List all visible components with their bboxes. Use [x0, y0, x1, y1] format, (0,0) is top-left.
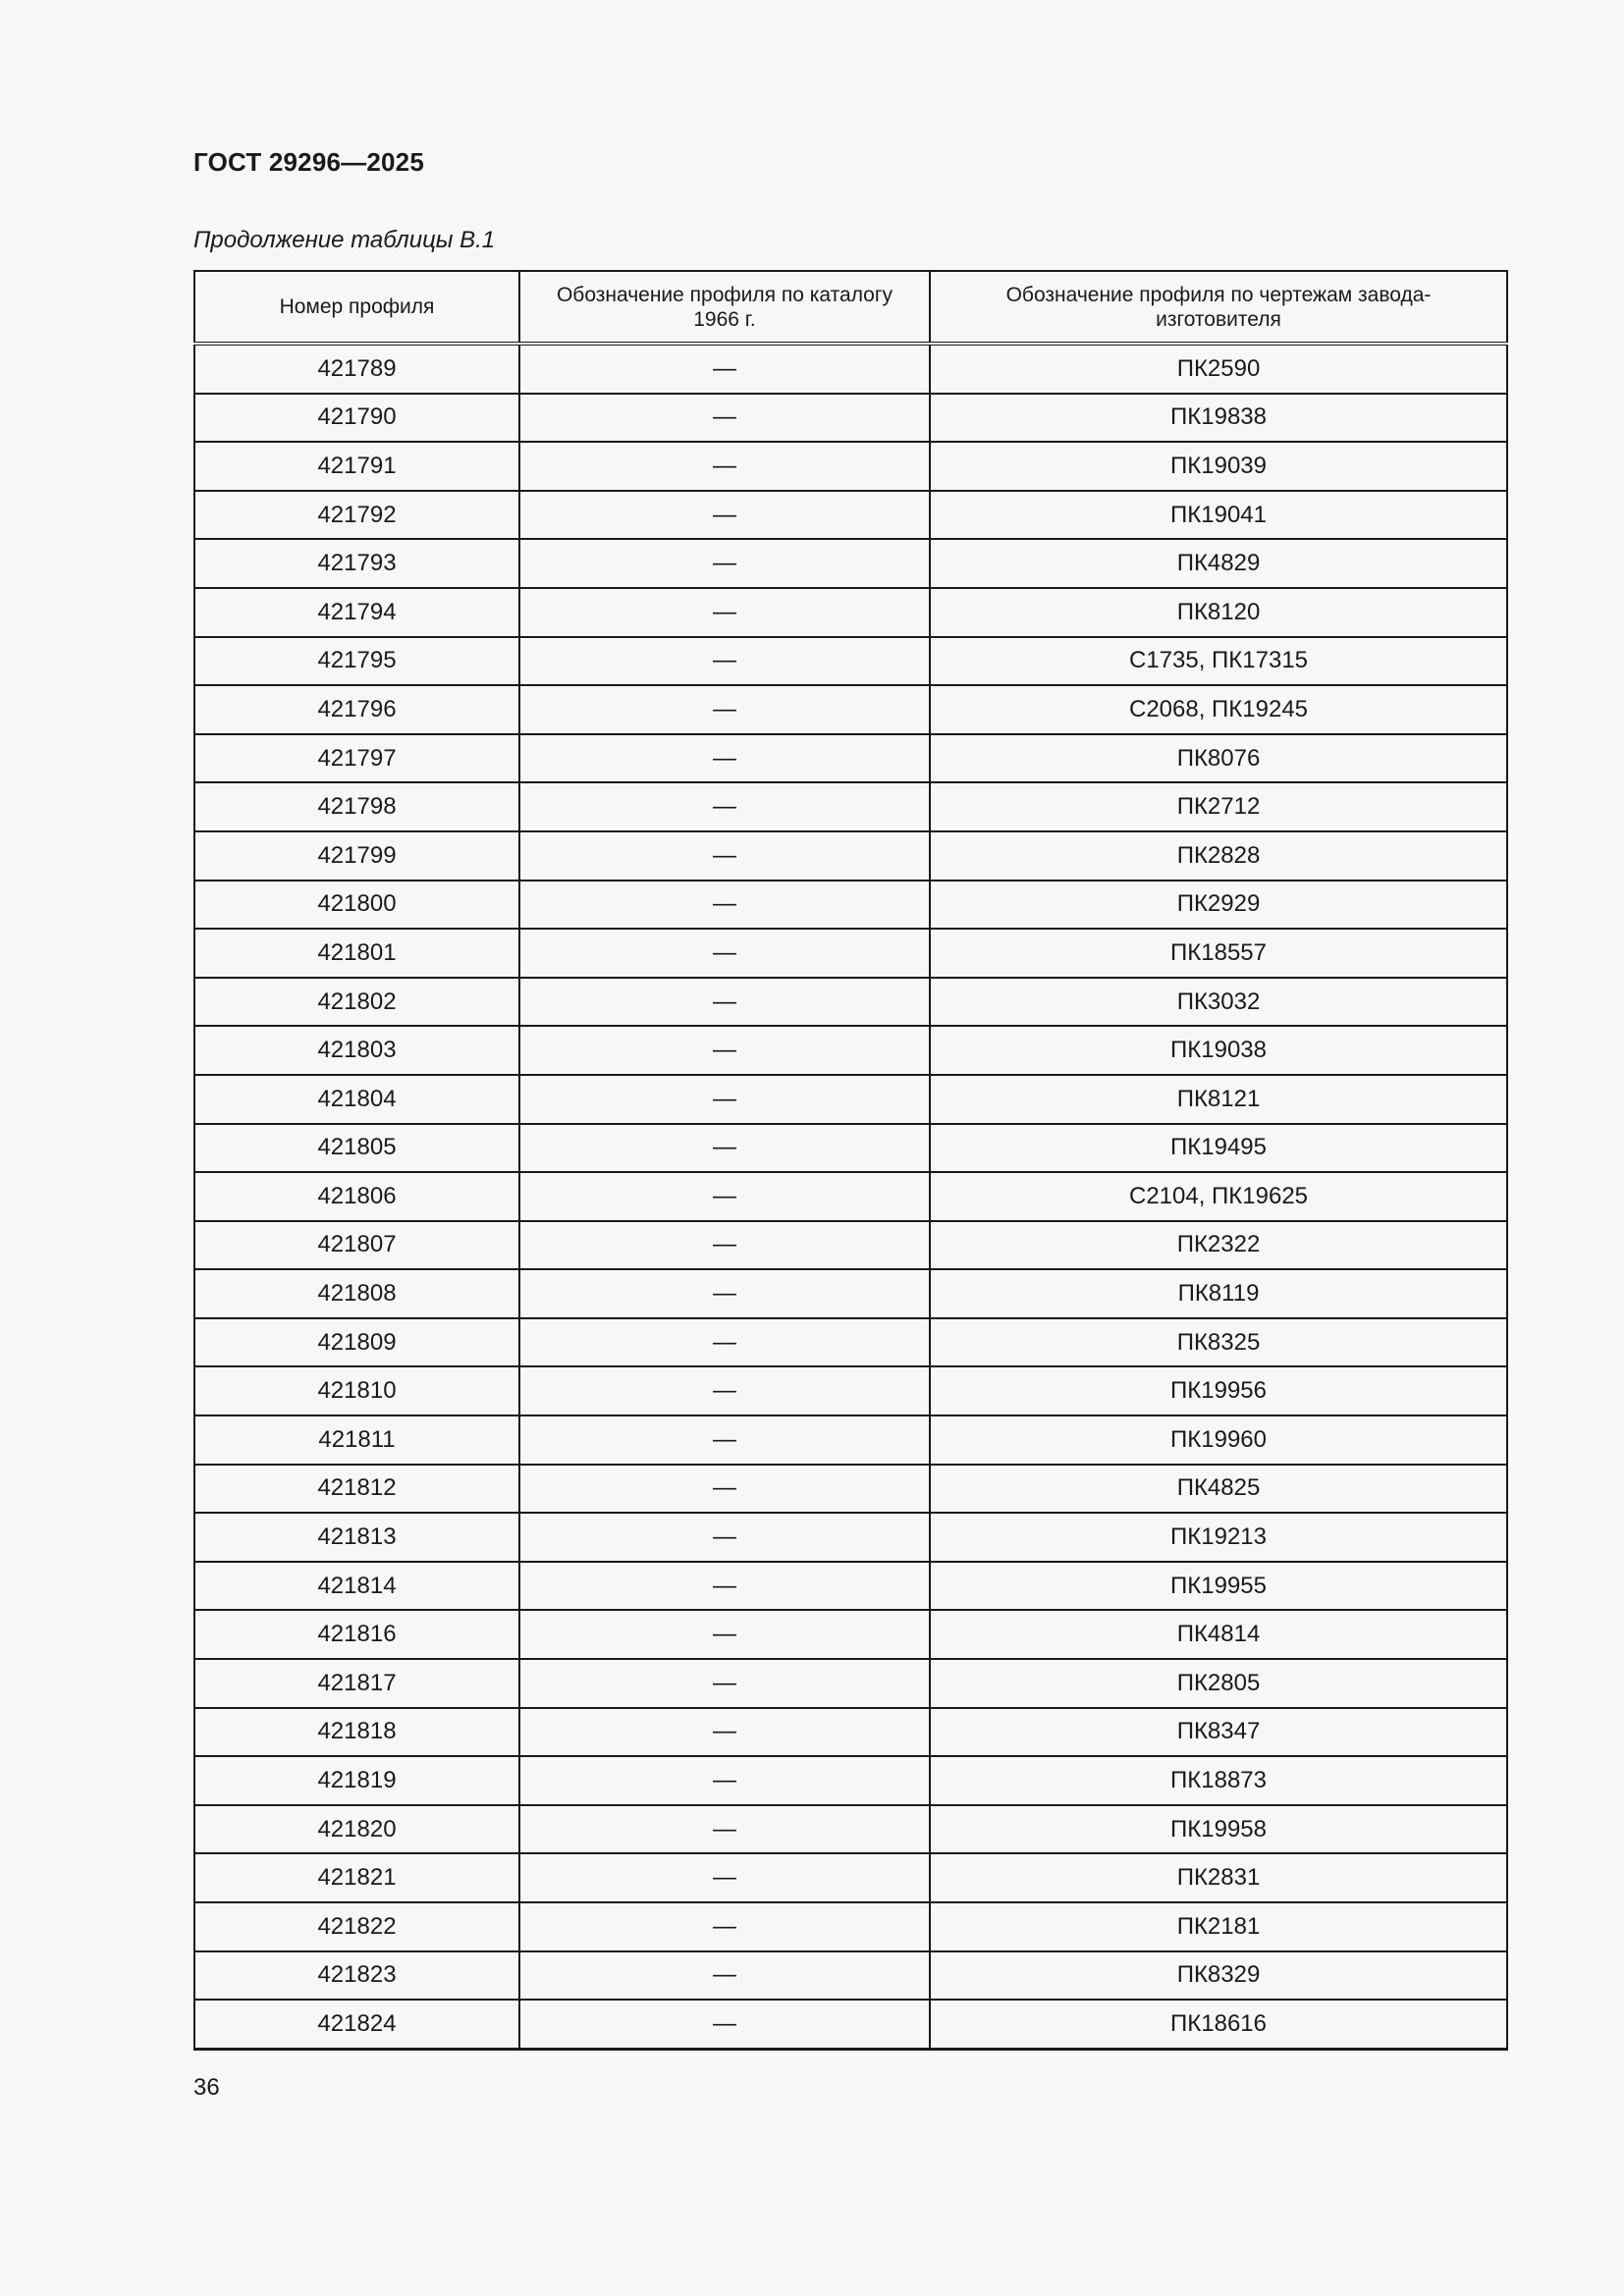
- cell-factory-drawing: ПК3032: [930, 978, 1507, 1027]
- table-row: [194, 1951, 1507, 2001]
- cell-profile-number: 421792: [194, 491, 519, 540]
- cell-factory-drawing: ПК8325: [930, 1318, 1507, 1367]
- cell-factory-drawing: С2068, ПК19245: [930, 685, 1507, 734]
- table-row: [194, 1172, 1507, 1221]
- table-row: [194, 734, 1507, 783]
- table-row: [194, 1318, 1507, 1367]
- cell-profile-number: 421791: [194, 442, 519, 491]
- cell-profile-number: 421797: [194, 734, 519, 783]
- cell-factory-drawing: ПК4825: [930, 1465, 1507, 1514]
- cell-profile-number: 421805: [194, 1124, 519, 1173]
- cell-profile-number: 421801: [194, 929, 519, 978]
- cell-profile-number: 421796: [194, 685, 519, 734]
- cell-catalog-1966: —: [519, 929, 930, 978]
- cell-factory-drawing: ПК2590: [930, 344, 1507, 394]
- cell-factory-drawing: ПК19213: [930, 1513, 1507, 1562]
- cell-factory-drawing: ПК2828: [930, 831, 1507, 881]
- cell-catalog-1966: —: [519, 1172, 930, 1221]
- cell-factory-drawing: ПК19960: [930, 1415, 1507, 1465]
- table-row: [194, 1805, 1507, 1854]
- cell-catalog-1966: —: [519, 442, 930, 491]
- cell-profile-number: 421793: [194, 539, 519, 588]
- cell-profile-number: 421802: [194, 978, 519, 1027]
- table-row: [194, 831, 1507, 881]
- column-header-factory-drawing: Обозначение профиля по чертежам завода-изготовителя: [930, 271, 1507, 344]
- cell-catalog-1966: —: [519, 1708, 930, 1757]
- cell-profile-number: 421809: [194, 1318, 519, 1367]
- cell-catalog-1966: —: [519, 1756, 930, 1805]
- table-row: [194, 1756, 1507, 1805]
- cell-catalog-1966: —: [519, 1902, 930, 1951]
- cell-factory-drawing: ПК2805: [930, 1659, 1507, 1708]
- cell-catalog-1966: —: [519, 1415, 930, 1465]
- cell-catalog-1966: —: [519, 1805, 930, 1854]
- cell-factory-drawing: ПК19955: [930, 1562, 1507, 1611]
- cell-catalog-1966: —: [519, 539, 930, 588]
- table-row: [194, 1610, 1507, 1659]
- cell-factory-drawing: ПК18873: [930, 1756, 1507, 1805]
- cell-factory-drawing: ПК4814: [930, 1610, 1507, 1659]
- column-header-profile-number: Номер профиля: [194, 271, 519, 344]
- cell-factory-drawing: ПК19958: [930, 1805, 1507, 1854]
- cell-profile-number: 421813: [194, 1513, 519, 1562]
- cell-profile-number: 421816: [194, 1610, 519, 1659]
- table-row: [194, 1415, 1507, 1465]
- document-code: ГОСТ 29296—2025: [193, 147, 424, 177]
- cell-profile-number: 421817: [194, 1659, 519, 1708]
- cell-factory-drawing: ПК2712: [930, 782, 1507, 831]
- column-header-catalog-1966: Обозначение профиля по каталогу 1966 г.: [519, 271, 930, 344]
- table-row: [194, 491, 1507, 540]
- table-row: [194, 344, 1507, 394]
- table-row: [194, 978, 1507, 1027]
- cell-profile-number: 421790: [194, 394, 519, 443]
- cell-catalog-1966: —: [519, 1075, 930, 1124]
- cell-factory-drawing: ПК8119: [930, 1269, 1507, 1318]
- cell-profile-number: 421810: [194, 1366, 519, 1415]
- cell-profile-number: 421794: [194, 588, 519, 637]
- cell-factory-drawing: ПК18557: [930, 929, 1507, 978]
- table-caption: Продолжение таблицы В.1: [193, 227, 496, 253]
- cell-catalog-1966: —: [519, 491, 930, 540]
- cell-profile-number: 421808: [194, 1269, 519, 1318]
- cell-factory-drawing: ПК2929: [930, 881, 1507, 930]
- table-row: [194, 881, 1507, 930]
- table-row: [194, 1902, 1507, 1951]
- table-row: [194, 588, 1507, 637]
- table-row: [194, 1659, 1507, 1708]
- table-row: [194, 782, 1507, 831]
- cell-profile-number: 421804: [194, 1075, 519, 1124]
- table-row: [194, 442, 1507, 491]
- cell-catalog-1966: —: [519, 637, 930, 686]
- table-row: [194, 1075, 1507, 1124]
- table-row: [194, 1366, 1507, 1415]
- cell-profile-number: 421795: [194, 637, 519, 686]
- cell-catalog-1966: —: [519, 978, 930, 1027]
- table-row: [194, 929, 1507, 978]
- cell-profile-number: 421824: [194, 2000, 519, 2049]
- table-row: [194, 1513, 1507, 1562]
- cell-catalog-1966: —: [519, 1124, 930, 1173]
- cell-profile-number: 421806: [194, 1172, 519, 1221]
- cell-profile-number: 421819: [194, 1756, 519, 1805]
- cell-factory-drawing: ПК18616: [930, 2000, 1507, 2049]
- cell-catalog-1966: —: [519, 1513, 930, 1562]
- cell-catalog-1966: —: [519, 734, 930, 783]
- cell-profile-number: 421798: [194, 782, 519, 831]
- cell-profile-number: 421800: [194, 881, 519, 930]
- cell-profile-number: 421811: [194, 1415, 519, 1465]
- cell-catalog-1966: —: [519, 1318, 930, 1367]
- cell-factory-drawing: ПК19956: [930, 1366, 1507, 1415]
- table-header: [194, 271, 1507, 344]
- table-row: [194, 1853, 1507, 1902]
- cell-profile-number: 421799: [194, 831, 519, 881]
- table-body: [194, 344, 1507, 2049]
- cell-factory-drawing: ПК8120: [930, 588, 1507, 637]
- page-number: 36: [193, 2074, 220, 2101]
- cell-catalog-1966: —: [519, 2000, 930, 2049]
- cell-catalog-1966: —: [519, 588, 930, 637]
- cell-factory-drawing: ПК4829: [930, 539, 1507, 588]
- table-row: [194, 1465, 1507, 1514]
- cell-catalog-1966: —: [519, 1465, 930, 1514]
- cell-factory-drawing: ПК19038: [930, 1026, 1507, 1075]
- table-row: [194, 1708, 1507, 1757]
- table-row: [194, 1124, 1507, 1173]
- profiles-table: [193, 270, 1508, 2051]
- cell-profile-number: 421820: [194, 1805, 519, 1854]
- cell-factory-drawing: ПК19495: [930, 1124, 1507, 1173]
- cell-catalog-1966: —: [519, 1853, 930, 1902]
- cell-profile-number: 421821: [194, 1853, 519, 1902]
- cell-factory-drawing: ПК8329: [930, 1951, 1507, 2001]
- cell-factory-drawing: ПК19041: [930, 491, 1507, 540]
- table-row: [194, 1221, 1507, 1270]
- cell-catalog-1966: —: [519, 1221, 930, 1270]
- cell-catalog-1966: —: [519, 394, 930, 443]
- table-row: [194, 1269, 1507, 1318]
- cell-catalog-1966: —: [519, 1269, 930, 1318]
- cell-factory-drawing: ПК2322: [930, 1221, 1507, 1270]
- cell-profile-number: 421814: [194, 1562, 519, 1611]
- cell-factory-drawing: С2104, ПК19625: [930, 1172, 1507, 1221]
- table-row: [194, 1562, 1507, 1611]
- cell-catalog-1966: —: [519, 344, 930, 394]
- cell-catalog-1966: —: [519, 1366, 930, 1415]
- table-row: [194, 637, 1507, 686]
- cell-catalog-1966: —: [519, 1026, 930, 1075]
- cell-profile-number: 421807: [194, 1221, 519, 1270]
- cell-factory-drawing: ПК19039: [930, 442, 1507, 491]
- cell-catalog-1966: —: [519, 831, 930, 881]
- cell-profile-number: 421818: [194, 1708, 519, 1757]
- cell-catalog-1966: —: [519, 685, 930, 734]
- cell-factory-drawing: ПК2181: [930, 1902, 1507, 1951]
- cell-catalog-1966: —: [519, 1562, 930, 1611]
- header-row: [194, 271, 1507, 344]
- table-row: [194, 685, 1507, 734]
- table-row: [194, 539, 1507, 588]
- table-row: [194, 2000, 1507, 2049]
- cell-profile-number: 421822: [194, 1902, 519, 1951]
- cell-factory-drawing: ПК2831: [930, 1853, 1507, 1902]
- cell-factory-drawing: ПК8121: [930, 1075, 1507, 1124]
- table-row: [194, 1026, 1507, 1075]
- cell-profile-number: 421789: [194, 344, 519, 394]
- cell-factory-drawing: ПК8347: [930, 1708, 1507, 1757]
- table-row: [194, 394, 1507, 443]
- cell-catalog-1966: —: [519, 1610, 930, 1659]
- cell-profile-number: 421803: [194, 1026, 519, 1075]
- cell-factory-drawing: С1735, ПК17315: [930, 637, 1507, 686]
- cell-factory-drawing: ПК8076: [930, 734, 1507, 783]
- cell-profile-number: 421812: [194, 1465, 519, 1514]
- cell-catalog-1966: —: [519, 782, 930, 831]
- cell-catalog-1966: —: [519, 881, 930, 930]
- cell-profile-number: 421823: [194, 1951, 519, 2001]
- cell-catalog-1966: —: [519, 1659, 930, 1708]
- cell-catalog-1966: —: [519, 1951, 930, 2001]
- cell-factory-drawing: ПК19838: [930, 394, 1507, 443]
